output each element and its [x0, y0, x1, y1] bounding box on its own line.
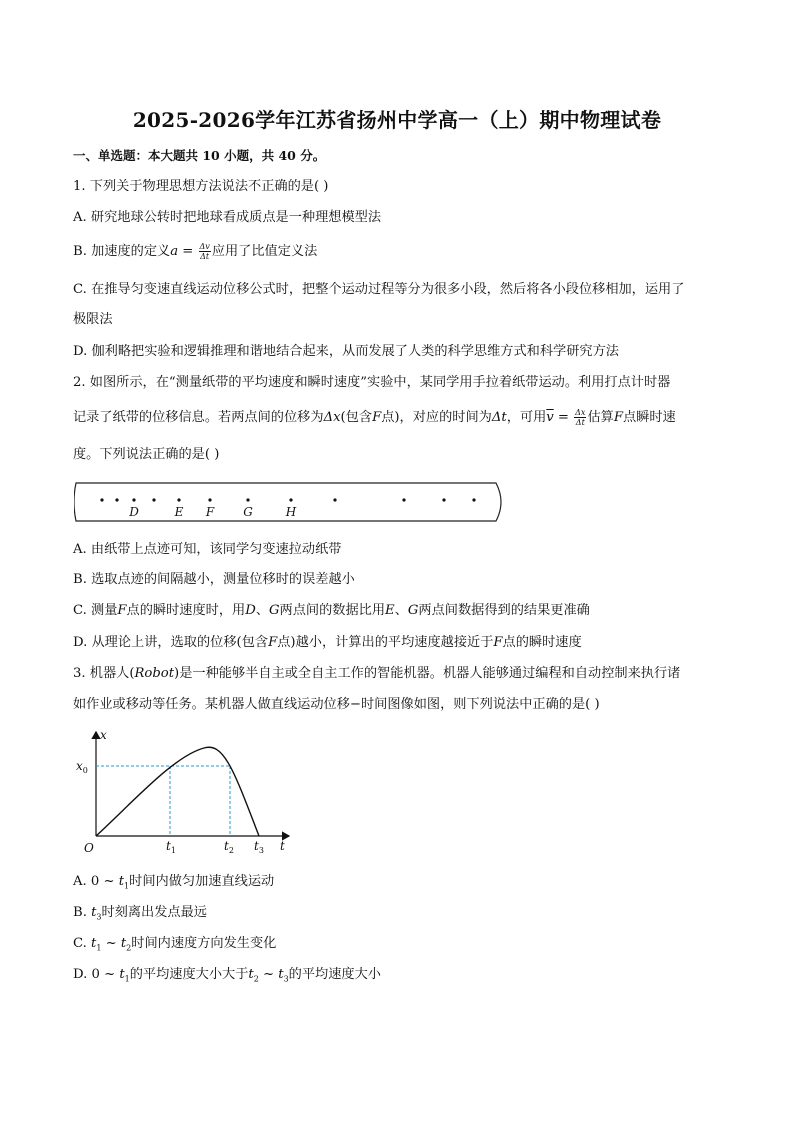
- x-axis-label: t: [280, 839, 285, 853]
- tape-label-e: E: [174, 505, 184, 519]
- paper-tape-figure: [74, 481, 506, 523]
- q2-option-c: C. 测量F点的瞬时速度时，用D、G两点间的数据比用E、G两点间数据得到的结果更准确: [73, 603, 590, 618]
- t2-label: $t_2$: [224, 839, 234, 855]
- t3-label: $t_3$: [254, 839, 264, 855]
- tape-dot: [132, 498, 135, 501]
- q2-option-d: D. 从理论上讲，选取的位移(包含F点)越小，计算出的平均速度越接近于F点的瞬时速度: [73, 635, 582, 650]
- y-axis-label: x: [100, 728, 107, 742]
- q1-option-c-line2: 极限法: [73, 312, 113, 327]
- q1-option-a: A. 研究地球公转时把地球看成质点是一种理想模型法: [73, 210, 382, 225]
- q3-option-b: B. $t_3$时刻离出发点最远: [73, 905, 207, 922]
- t1-label: $t_1$: [166, 839, 176, 855]
- tape-label-d: D: [129, 505, 139, 519]
- q1-option-b: B. 加速度的定义a = $\frac{\Delta v}{\Delta t}$ 应用了比值定义法: [73, 242, 318, 261]
- position-time-graph: [74, 726, 298, 858]
- tape-dot: [246, 498, 249, 501]
- tape-dot: [152, 498, 155, 501]
- tape-dot: [177, 498, 180, 501]
- q3-stem-line1: 3. 机器人(Robot)是一种能够半自主或全自主工作的智能机器。机器人能够通过编程和自动控制来执行诸: [73, 666, 681, 681]
- q3-stem-line2: 如作业或移动等任务。某机器人做直线运动位移−时间图像如图，则下列说法中正确的是( ): [73, 697, 600, 712]
- tape-dot: [402, 498, 405, 501]
- q2-fraction: $\frac{\Delta x}{\Delta t}$: [575, 408, 586, 427]
- q1-fraction: $\frac{\Delta v}{\Delta t}$: [199, 242, 210, 261]
- tape-dot: [100, 498, 103, 501]
- q3-option-a: A. 0 ~ $t_1$时间内做匀加速直线运动: [73, 874, 275, 891]
- tape-dot: [208, 498, 211, 501]
- tape-dot: [333, 498, 336, 501]
- tape-label-h: H: [285, 505, 297, 519]
- tape-dot: [472, 498, 475, 501]
- q2-stem-line1: 2. 如图所示，在“测量纸带的平均速度和瞬时速度”实验中，某同学用手拉着纸带运动。利用打点计时器: [73, 375, 671, 390]
- q3-option-d: D. 0 ~ $t_1$的平均速度大小大于$t_2$ ~ $t_3$的平均速度大小: [73, 967, 381, 984]
- origin-label: O: [84, 841, 94, 855]
- q1-option-c-line1: C. 在推导匀变速直线运动位移公式时，把整个运动过程等分为很多小段，然后将各小段位移相加，运用了: [73, 282, 685, 297]
- tape-dot: [115, 498, 118, 501]
- q1-stem: 1. 下列关于物理思想方法说法不正确的是( ): [73, 179, 329, 194]
- tape-dot: [442, 498, 445, 501]
- tape-label-g: G: [243, 505, 253, 519]
- q2-stem-line2: 记录了纸带的位移信息。若两点间的位移为Δx(包含F点)，对应的时间为Δt，可用$\overline{v}$ = $\frac{\Delta x}{\Delta t}$ 估算F点瞬时速: [73, 408, 676, 427]
- q2-option-a: A. 由纸带上点迹可知，该同学匀变速拉动纸带: [73, 542, 342, 557]
- q2-option-b: B. 选取点迹的间隔越小，测量位移时的误差越小: [73, 572, 355, 587]
- tape-dots: [100, 498, 475, 501]
- tape-dot: [289, 498, 292, 501]
- section-heading: 一、单选题：本大题共 10 小题，共 40 分。: [73, 148, 326, 163]
- exam-title: 2025-2026学年江苏省扬州中学高一（上）期中物理试卷: [132, 108, 662, 132]
- q1-option-d: D. 伽利略把实验和逻辑推理和谐地结合起来，从而发展了人类的科学思维方式和科学研究方法: [73, 344, 619, 359]
- tape-label-f: F: [205, 505, 215, 519]
- x0-label: $x_0$: [76, 759, 88, 775]
- position-curve: [96, 747, 259, 836]
- q3-option-c: C. $t_1$ ~ $t_2$时间内速度方向发生变化: [73, 936, 277, 953]
- q2-stem-line3: 度。下列说法正确的是( ): [73, 447, 220, 462]
